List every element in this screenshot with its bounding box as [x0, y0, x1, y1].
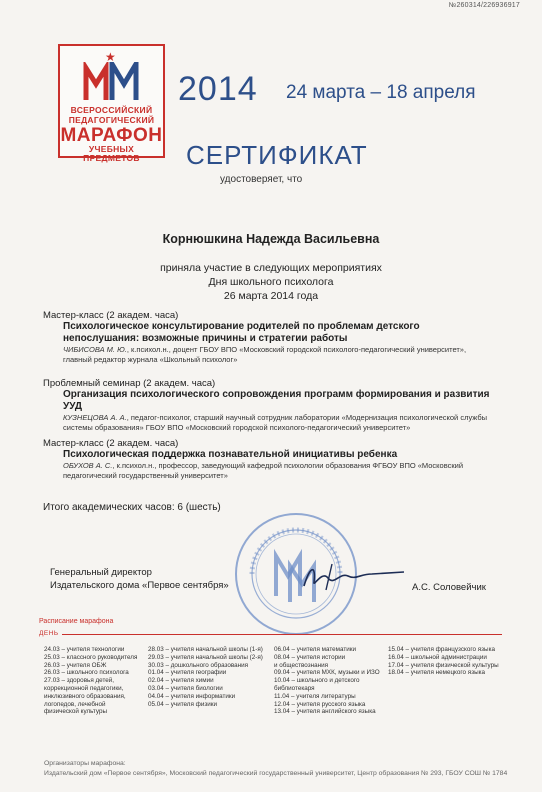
logo-line-1: ВСЕРОССИЙСКИЙ	[70, 105, 153, 115]
signer-position-line-1: Генеральный директор	[50, 567, 152, 578]
event-desc	[63, 461, 493, 481]
event-2	[43, 378, 493, 433]
list-item: 15.04 – учителя французского языка	[388, 646, 495, 653]
list-item: коррекционной педагогики,	[44, 684, 124, 692]
serial-number: №260314/226936917	[448, 2, 520, 9]
year: 2014	[178, 70, 258, 108]
certificate-title: СЕРТИФИКАТ	[186, 140, 368, 170]
list-item: 08.04 – учителя истории	[274, 653, 346, 661]
organizers-heading: Организаторы марафона:	[44, 760, 126, 767]
list-item: 29.03 – учителя начальной школы (2-я)	[148, 653, 263, 661]
list-item: физической культуры	[44, 708, 107, 716]
event-author-info: , к.психол.н., доцент ГБОУ ВПО «Московский городской психолого-педагогический университет», главный редактор журнала «Школьный психолог»	[63, 345, 467, 364]
list-item: 12.04 – учителя русского языка	[274, 700, 366, 708]
logo-line-2: ПЕДАГОГИЧЕСКИЙ	[68, 115, 155, 125]
list-item: 01.04 – учителя географии	[148, 669, 227, 677]
list-item: 24.03 – учителя технологии	[44, 646, 125, 653]
list-item: 16.04 – школьной администрации	[388, 653, 487, 661]
list-item: 04.04 – учителя информатики	[148, 692, 236, 700]
event-title: Организация психологического сопровождения программ формирования и развития УУД	[63, 389, 490, 412]
list-item: 13.04 – учителя английского языка	[274, 708, 376, 716]
organizers-text: Издательский дом «Первое сентября», Московский педагогический государственный университет, Центр образования № 293, ГБОУ СОШ № 1784	[44, 770, 508, 777]
signer-position	[50, 566, 229, 592]
participation-line: приняла участие в следующих мероприятиях	[160, 262, 382, 274]
event-desc	[63, 345, 493, 365]
event-author: КУЗНЕЦОВА А. А.	[63, 413, 127, 422]
event-author: ЧИБИСОВА М. Ю.	[63, 345, 127, 354]
dates: 24 марта – 18 апреля	[286, 82, 476, 103]
list-item: 27.03 – здоровья детей,	[44, 677, 115, 685]
star-icon: ★	[105, 50, 116, 64]
event-type: Мастер-класс (2 академ. часа)	[43, 438, 179, 449]
certificate-subtitle: удостоверяет, что	[220, 174, 303, 185]
event-1	[43, 310, 493, 365]
list-item: 09.04 – учителя МХК, музыки и ИЗО	[274, 669, 380, 677]
event-author-info: , к.психол.н., профессор, заведующий кафедрой психологии образования ФГБОУ ВПО «Московский педагогический государственный университет»	[63, 461, 464, 480]
event-3	[43, 438, 493, 481]
event-day-line: Дня школьного психолога	[208, 276, 334, 288]
list-item: и обществознания	[274, 661, 328, 669]
list-item: 03.04 – учителя биологии	[148, 684, 223, 692]
list-item: 11.04 – учителя литературы	[274, 692, 356, 700]
list-item: 02.04 – учителя химии	[148, 677, 214, 685]
list-item: 10.04 – школьного и детского	[274, 677, 360, 685]
list-item: 06.04 – учителя математики	[274, 646, 357, 653]
schedule-column-1	[44, 646, 137, 716]
list-item: библиотекаря	[274, 684, 315, 692]
schedule-column-3	[274, 646, 380, 716]
schedule-column-4	[388, 646, 499, 677]
event-type: Мастер-класс (2 академ. часа)	[43, 310, 179, 321]
event-title: Психологическая поддержка познавательной инициативы ребенка	[63, 449, 398, 460]
list-item: 17.04 – учителя физической культуры	[388, 661, 499, 669]
schedule-day-label: ДЕНЬ	[39, 630, 59, 637]
event-title: Психологическое консультирование родителей по проблемам детского непослушания: возможные причины и стратегии работы	[63, 321, 420, 344]
list-item: 05.04 – учителя физики	[148, 700, 218, 708]
event-type: Проблемный семинар (2 академ. часа)	[43, 378, 216, 389]
event-date-line: 26 марта 2014 года	[223, 290, 319, 302]
list-item: 18.04 – учителя немецкого языка	[388, 669, 486, 677]
signer-name: А.С. Соловейчик	[412, 582, 486, 593]
logo-line-3: МАРАФОН	[60, 125, 163, 146]
signature-icon	[296, 560, 426, 592]
marathon-logo	[58, 44, 165, 163]
event-author: ОБУХОВ А. С.	[63, 461, 113, 470]
logo-line-4: УЧЕБНЫХ ПРЕДМЕТОВ	[83, 144, 140, 163]
list-item: 26.03 – школьного психолога	[44, 669, 129, 677]
list-item: инклюзивного образования,	[44, 692, 126, 700]
schedule-divider	[62, 634, 502, 635]
mm-logo-icon	[82, 62, 142, 102]
event-desc	[63, 413, 493, 433]
signer-position-line-2: Издательского дома «Первое сентября»	[50, 580, 229, 591]
list-item: 28.03 – учителя начальной школы (1-я)	[148, 646, 263, 653]
event-author-info: , педагог-психолог, старший научный сотрудник лаборатории «Модернизация психологической службы системы образования» ГБОУ ВПО «Московский городской психолого-педагогический университет»	[63, 413, 488, 432]
list-item: логопедов, лечебной	[44, 700, 106, 708]
schedule-column-2	[148, 646, 263, 708]
list-item: 25.03 – классного руководителя	[44, 653, 138, 661]
total-hours: Итого академических часов: 6 (шесть)	[43, 502, 221, 513]
schedule-heading: Расписание марафона	[39, 618, 114, 625]
list-item: 30.03 – дошкольного образования	[148, 661, 249, 669]
list-item: 26.03 – учителя ОБЖ	[44, 661, 107, 669]
recipient-name: Корнюшкина Надежда Васильевна	[162, 232, 380, 246]
